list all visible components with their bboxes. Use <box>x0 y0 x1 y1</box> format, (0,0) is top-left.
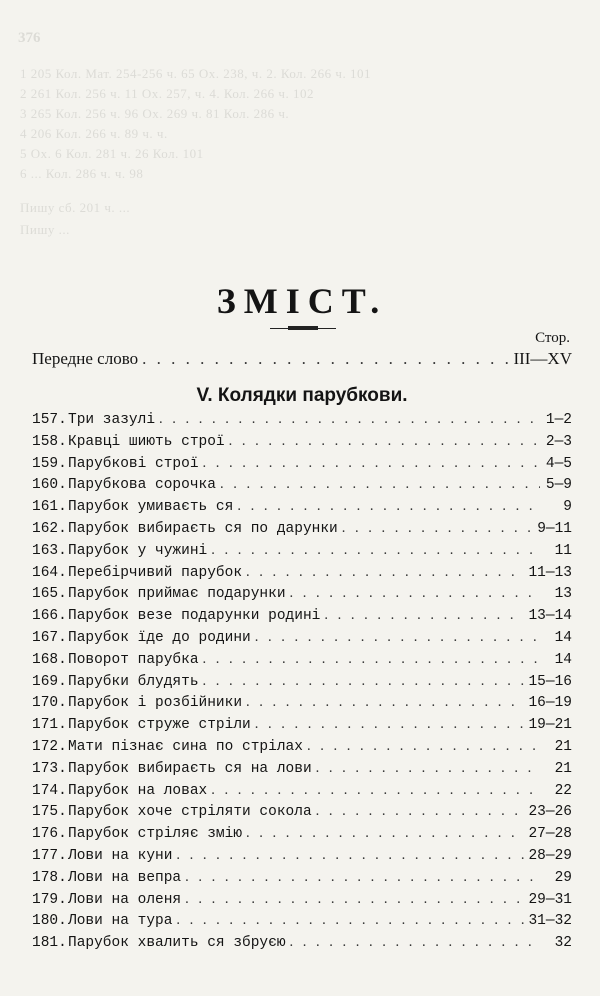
title-ornament-rule <box>270 325 336 331</box>
dot-leader <box>255 629 540 646</box>
entry-number: 174. <box>32 782 67 799</box>
toc-entry[interactable] <box>32 760 572 782</box>
entry-number: 165. <box>32 586 67 603</box>
entry-number: 170. <box>32 695 67 712</box>
preface-title: Передне слово <box>32 349 139 368</box>
dot-leader <box>203 455 540 472</box>
toc-entry[interactable] <box>32 520 572 542</box>
toc-entry[interactable] <box>32 433 572 455</box>
entry-pages: 16—19 <box>528 695 572 712</box>
entry-pages: 27—28 <box>528 826 572 843</box>
entry-title: Парубок вибираєть ся на лови <box>68 760 312 777</box>
toc-entry[interactable] <box>32 455 572 477</box>
toc-entry[interactable] <box>32 738 572 760</box>
entry-number: 178. <box>32 869 67 886</box>
bleed-through-text <box>0 0 600 300</box>
entry-title: Лови на тура <box>68 913 173 930</box>
entry-pages: 13—14 <box>528 608 572 625</box>
dot-leader <box>211 542 540 559</box>
ornament-thick-line <box>288 326 318 330</box>
preface-entry[interactable] <box>32 349 572 371</box>
entry-title: Парубок і розбійники <box>68 695 243 712</box>
dot-leader <box>203 651 540 668</box>
bleed-line: 5 Ох. 6 Кол. 281 ч. 26 Кол. 101 <box>20 146 204 161</box>
toc-entry[interactable] <box>32 673 572 695</box>
entry-number: 171. <box>32 717 67 734</box>
entry-title: Парубок у чужині <box>68 542 208 559</box>
entry-number: 161. <box>32 499 67 516</box>
dot-leader <box>316 760 540 777</box>
toc-entry[interactable] <box>32 825 572 847</box>
entry-pages: 21 <box>554 738 572 755</box>
entry-pages: 31—32 <box>528 913 572 930</box>
entry-number: 160. <box>32 477 67 494</box>
entry-title: Парубок приймає подарунки <box>68 586 286 603</box>
dot-leader <box>307 738 540 755</box>
entry-number: 166. <box>32 608 67 625</box>
dot-leader <box>185 869 540 886</box>
entry-number: 163. <box>32 542 67 559</box>
dot-leader <box>176 912 524 929</box>
entry-number: 177. <box>32 847 67 864</box>
toc-entry[interactable] <box>32 542 572 564</box>
entry-pages: 29—31 <box>528 891 572 908</box>
entry-pages: 14 <box>554 629 572 646</box>
entry-number: 176. <box>32 826 67 843</box>
entry-number: 169. <box>32 673 67 690</box>
toc-entry[interactable] <box>32 411 572 433</box>
entry-title: Поворот парубка <box>68 651 199 668</box>
bleed-line: 3 265 Кол. 256 ч. 96 Ох. 269 ч. 81 Кол. 286 ч. <box>20 106 290 121</box>
toc-entry[interactable] <box>32 934 572 956</box>
entry-title: Парубкова сорочка <box>68 477 216 494</box>
entry-number: 175. <box>32 804 67 821</box>
toc-entry[interactable] <box>32 847 572 869</box>
entry-pages: 22 <box>554 782 572 799</box>
toc-entry[interactable] <box>32 476 572 498</box>
entry-pages: 21 <box>554 760 572 777</box>
dot-leader <box>290 934 540 951</box>
entry-pages: 14 <box>554 651 572 668</box>
bleed-line: 2 261 Кол. 256 ч. 11 Ох. 257, ч. 4. Кол. 266 ч. 102 <box>20 86 314 101</box>
bleed-line: 1 205 Кол. Мат. 254-256 ч. 65 Ох. 238, ч. 2. Кол. 266 ч. 101 <box>20 66 371 81</box>
entry-number: 162. <box>32 520 67 537</box>
dot-leader <box>316 803 525 820</box>
entry-title: Лови на вепра <box>68 869 182 886</box>
dot-leader <box>203 673 525 690</box>
toc-entry[interactable] <box>32 585 572 607</box>
entry-number: 157. <box>32 412 67 428</box>
entry-title: Три зазулі <box>68 412 156 428</box>
entry-number: 168. <box>32 651 67 668</box>
entry-number: 164. <box>32 564 67 581</box>
dot-leader <box>246 825 524 842</box>
toc-entry[interactable] <box>32 651 572 673</box>
entry-pages: 28—29 <box>528 847 572 864</box>
entry-number: 158. <box>32 433 67 450</box>
entry-pages: 15—16 <box>528 673 572 690</box>
entry-number: 179. <box>32 891 67 908</box>
dot-leader <box>246 694 524 711</box>
entry-title: Парубкові строї <box>68 455 199 472</box>
dot-leader <box>176 847 524 864</box>
dot-leader <box>211 782 540 799</box>
dot-leader <box>246 564 524 581</box>
entry-pages: 5—9 <box>545 477 572 494</box>
dot-leader <box>237 498 540 515</box>
toc-entry[interactable] <box>32 607 572 629</box>
entry-pages: 23—26 <box>528 804 572 821</box>
dot-leader <box>142 349 509 369</box>
toc-entry[interactable] <box>32 716 572 738</box>
entry-title: Парубки блудять <box>68 673 199 690</box>
dot-leader <box>290 585 540 602</box>
entry-title: Парубок їде до родини <box>68 629 251 646</box>
bleed-line: 6 ... Кол. 286 ч. ч. 98 <box>20 166 144 181</box>
entry-title: Парубок умиваєть ся <box>68 499 234 516</box>
entry-title: Кравці шиють строї <box>68 433 225 450</box>
dot-leader <box>159 411 540 428</box>
toc-entry[interactable] <box>32 629 572 651</box>
entry-title: Парубок струже стріли <box>68 717 251 734</box>
entry-pages: 9 <box>563 499 572 516</box>
dot-leader <box>229 433 540 450</box>
entry-pages: 13 <box>554 586 572 603</box>
toc-entry[interactable] <box>32 498 572 520</box>
dot-leader <box>220 476 540 493</box>
toc-entry[interactable] <box>32 694 572 716</box>
toc-entry[interactable] <box>32 803 572 825</box>
entry-pages: 11—13 <box>528 564 572 581</box>
entry-title: Лови на куни <box>68 847 173 864</box>
dot-leader <box>342 520 533 537</box>
toc-entry[interactable] <box>32 912 572 934</box>
entry-number: 167. <box>32 629 67 646</box>
entry-number: 172. <box>32 738 67 755</box>
entry-title: Парубок хвалить ся збруєю <box>68 935 286 952</box>
entry-title: Парубок хоче стріляти сокола <box>68 804 312 821</box>
bleed-line: Пишу ... <box>20 222 70 237</box>
page-title: ЗМІСТ. <box>216 281 388 321</box>
page-column-header: Стор. <box>535 330 570 346</box>
section-heading: V. Колядки парубкови. <box>196 385 408 406</box>
entry-title: Парубок вибираєть ся по дарунки <box>68 520 338 537</box>
dot-leader <box>324 607 524 624</box>
toc-entry[interactable] <box>32 564 572 586</box>
dot-leader <box>185 891 524 908</box>
entry-pages: 9—11 <box>537 520 572 537</box>
entry-pages: 32 <box>554 935 572 952</box>
toc-entry[interactable] <box>32 782 572 804</box>
bleed-line: 4 206 Кол. 266 ч. 89 ч. ч. <box>20 126 168 141</box>
entry-pages: 19—21 <box>528 717 572 734</box>
entry-title: Парубок на ловах <box>68 782 208 799</box>
entry-title: Перебірчивий парубок <box>68 564 243 581</box>
entry-pages: 29 <box>554 869 572 886</box>
entry-title: Мати пізнає сина по стрілах <box>68 738 303 755</box>
entry-pages: 2—3 <box>545 433 572 450</box>
toc-entry[interactable] <box>32 891 572 913</box>
entry-number: 181. <box>32 935 67 952</box>
entry-title: Лови на оленя <box>68 891 182 908</box>
entry-pages: 11 <box>554 542 572 559</box>
entry-title: Парубок стріляє змію <box>68 826 243 843</box>
entry-number: 159. <box>32 455 67 472</box>
dot-leader <box>255 716 525 733</box>
entry-pages: 1—2 <box>545 412 572 428</box>
toc-list <box>32 411 572 956</box>
bleed-page-number: 376 <box>18 30 41 46</box>
toc-entry[interactable] <box>32 869 572 891</box>
entry-number: 180. <box>32 913 67 930</box>
entry-number: 173. <box>32 760 67 777</box>
bleed-line: Пишу сб. 201 ч. ... <box>20 200 131 215</box>
preface-pages: III—XV <box>513 349 572 368</box>
entry-pages: 4—5 <box>545 455 572 472</box>
entry-title: Парубок везе подарунки родині <box>68 608 321 625</box>
